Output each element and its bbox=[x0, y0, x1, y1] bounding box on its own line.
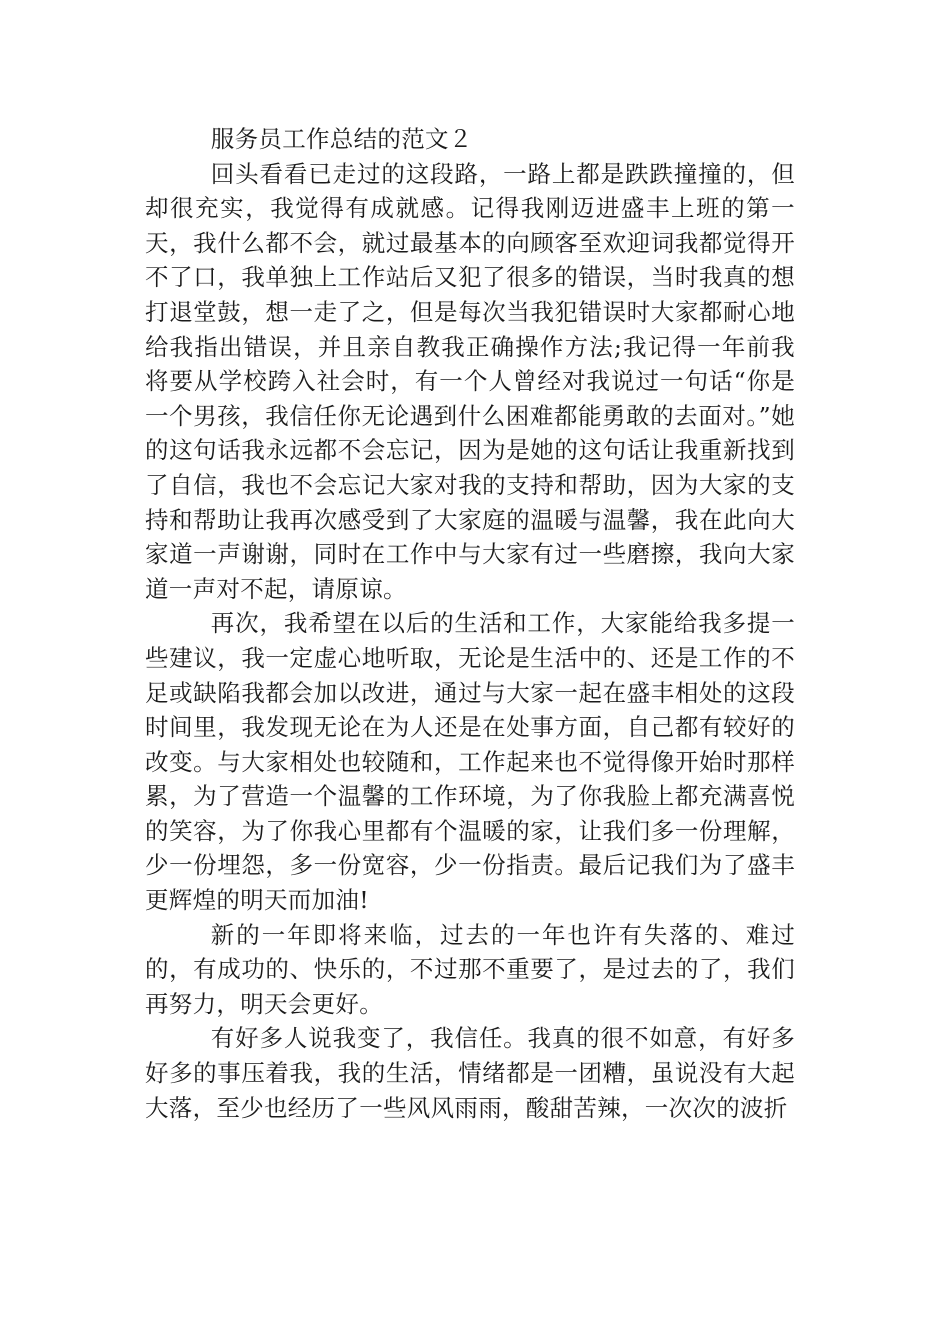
document-title: 服务员工作总结的范文２ bbox=[210, 125, 473, 153]
document-body bbox=[145, 122, 795, 1125]
paragraph-4: 有好多人说我变了，我信任。我真的很不如意，有好多好多的事压着我，我的生活，情绪都是一团糟，虽说没有大起大落，至少也经历了一些风风雨雨，酸甜苦辣，一次次的波折 bbox=[145, 1024, 795, 1122]
paragraph-1: 回头看看已走过的这段路，一路上都是跌跌撞撞的，但却很充实，我觉得有成就感。记得我刚迈进盛丰上班的第一天，我什么都不会，就过最基本的向顾客至欢迎词我都觉得开不了口，我单独上工作站后又犯了很多的错误，当时我真的想打退堂鼓，想一走了之，但是每次当我犯错误时大家都耐心地给我指出错误，并且亲自教我正确操作方法;我记得一年前我将要从学校跨入社会时，有一个人曾经对我说过一句话“你是一个男孩，我信任你无论遇到什么困难都能勇敢的去面对。”她的这句话我永远都不会忘记，因为是她的这句话让我重新找到了自信，我也不会忘记大家对我的支持和帮助，因为大家的支持和帮助让我再次感受到了大家庭的温暖与温馨，我在此向大家道一声谢谢，同时在工作中与大家有过一些磨擦，我向大家道一声对不起，请原谅。 bbox=[145, 159, 795, 603]
paragraph-3: 新的一年即将来临，过去的一年也许有失落的、难过的，有成功的、快乐的，不过那不重要了，是过去的了，我们再努力，明天会更好。 bbox=[145, 920, 795, 1018]
paragraph-2: 再次，我希望在以后的生活和工作，大家能给我多提一些建议，我一定虚心地听取，无论是生活中的、还是工作的不足或缺陷我都会加以改进，通过与大家一起在盛丰相处的这段时间里，我发现无论在为人还是在处事方面，自己都有较好的改变。与大家相处也较随和，工作起来也不觉得像开始时那样累，为了营造一个温馨的工作环境，为了你我脸上都充满喜悦的笑容，为了你我心里都有个温暖的家，让我们多一份理解，少一份埋怨，多一份宽容，少一份指责。最后记我们为了盛丰更辉煌的明天而加油! bbox=[145, 609, 795, 915]
